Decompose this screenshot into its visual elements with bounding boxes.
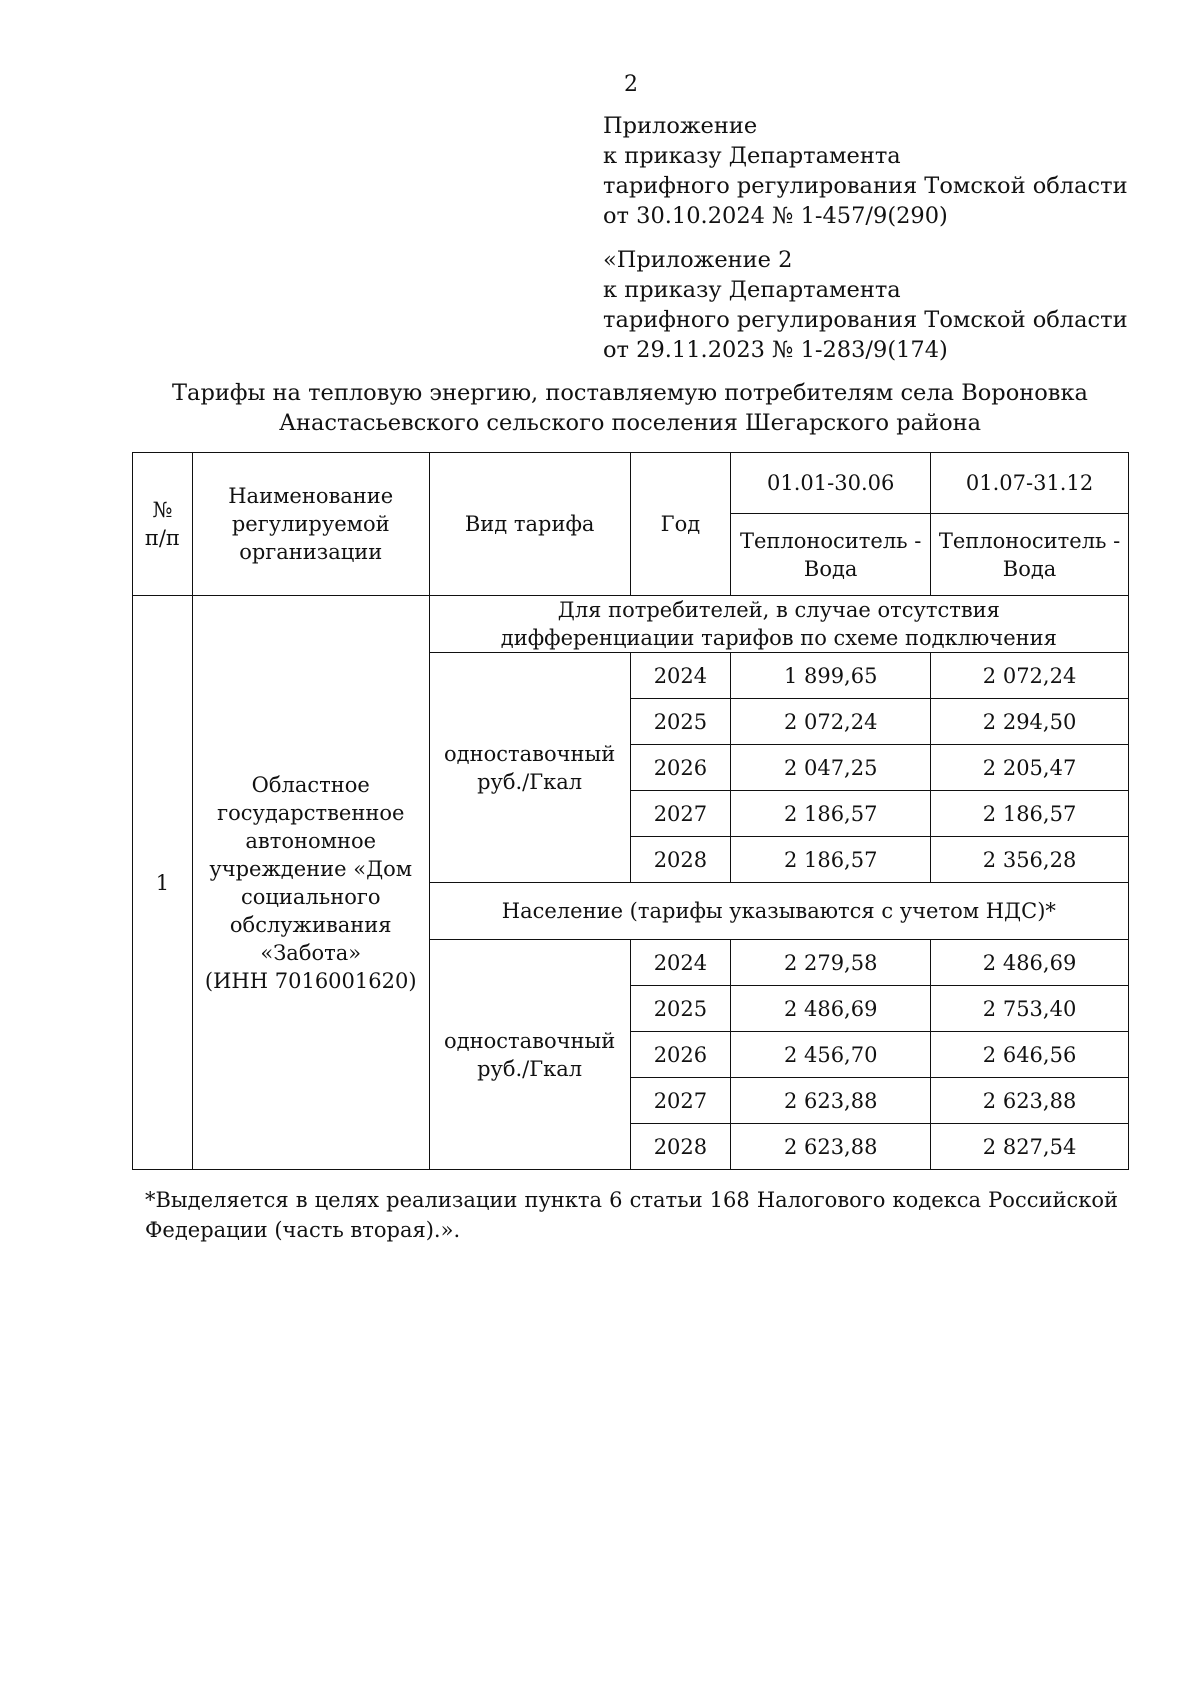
year-cell: 2025: [630, 699, 731, 745]
value-h2-cell: 2 356,28: [931, 837, 1129, 883]
organization-line: автономное: [245, 828, 377, 853]
organization-line: обслуживания: [229, 912, 392, 937]
header-num-line-2: п/п: [144, 526, 180, 550]
organization-line: учреждение «Дом: [209, 856, 413, 881]
value-h2-cell: 2 827,54: [931, 1124, 1129, 1170]
organization-line: социального: [241, 884, 381, 909]
value-h2-cell: 2 646,56: [931, 1032, 1129, 1078]
tariff-type-cell: [429, 653, 630, 883]
header-num: [133, 453, 193, 596]
value-h2-cell: 2 753,40: [931, 986, 1129, 1032]
value-h2-cell: 2 072,24: [931, 653, 1129, 699]
value-h1-cell: 2 279,58: [731, 940, 931, 986]
tariff-table: [132, 452, 1129, 1170]
footnote: *Выделяется в целях реализации пункта 6 статьи 168 Налогового кодекса Российской Федерации (часть вторая).».: [145, 1188, 1118, 1242]
organization-line: Областное: [251, 772, 370, 797]
year-cell: 2026: [630, 745, 731, 791]
header-num-line-1: №: [152, 498, 173, 522]
value-h1-cell: 2 456,70: [731, 1032, 931, 1078]
title-line-2: Анастасьевского сельского поселения Шегарского района: [278, 410, 982, 436]
year-cell: 2025: [630, 986, 731, 1032]
appendix-line: тарифного регулирования Томской области: [603, 173, 1128, 199]
value-h1-cell: 2 623,88: [731, 1078, 931, 1124]
header-tariff-type: Вид тарифа: [429, 453, 630, 596]
value-h1-cell: 2 186,57: [731, 837, 931, 883]
document-title: [130, 378, 1130, 438]
value-h1-cell: 2 623,88: [731, 1124, 931, 1170]
value-h2-cell: 2 186,57: [931, 791, 1129, 837]
value-h1-cell: 2 072,24: [731, 699, 931, 745]
organization-line: государственное: [217, 800, 405, 825]
value-h1-cell: 2 047,25: [731, 745, 931, 791]
year-cell: 2024: [630, 653, 731, 699]
value-h1-cell: 1 899,65: [731, 653, 931, 699]
page-number: 2: [624, 72, 638, 97]
year-cell: 2028: [630, 837, 731, 883]
tariff-type-unit: руб./Гкал: [477, 1056, 583, 1081]
year-cell: 2024: [630, 940, 731, 986]
section-heading: Для потребителей, в случае отсутствия дифференциации тарифов по схеме подключения: [429, 596, 1128, 653]
appendix-line: от 29.11.2023 № 1-283/9(174): [603, 337, 948, 363]
header-period-2: 01.07-31.12: [931, 453, 1129, 514]
tariff-type-line: одноставочный: [444, 741, 616, 766]
section-heading-row: [133, 596, 1129, 653]
year-cell: 2026: [630, 1032, 731, 1078]
organization-line: «Забота»: [260, 940, 362, 965]
year-cell: 2027: [630, 791, 731, 837]
header-row: [133, 453, 1129, 514]
appendix-line: Приложение: [603, 113, 758, 139]
value-h2-cell: 2 205,47: [931, 745, 1129, 791]
appendix-line: от 30.10.2024 № 1-457/9(290): [603, 203, 948, 229]
header-carrier-1: Теплоноситель - Вода: [731, 514, 931, 596]
section-heading: Население (тарифы указываются с учетом НДС)*: [429, 883, 1128, 940]
year-cell: 2027: [630, 1078, 731, 1124]
row-number: 1: [133, 596, 193, 1170]
value-h2-cell: 2 623,88: [931, 1078, 1129, 1124]
header-year: Год: [630, 453, 731, 596]
tariff-type-unit: руб./Гкал: [477, 769, 583, 794]
value-h2-cell: 2 294,50: [931, 699, 1129, 745]
header-period-1: 01.01-30.06: [731, 453, 931, 514]
organization-name: [192, 596, 429, 1170]
header-org-name: Наименование регулируемой организации: [192, 453, 429, 596]
tariff-type-line: одноставочный: [444, 1028, 616, 1053]
tariff-type-cell: [429, 940, 630, 1170]
header-carrier-2: Теплоноситель - Вода: [931, 514, 1129, 596]
value-h1-cell: 2 486,69: [731, 986, 931, 1032]
appendix-header-original: [603, 245, 1128, 365]
appendix-header-current: [603, 111, 1128, 231]
appendix-line: к приказу Департамента: [603, 143, 901, 169]
appendix-line: тарифного регулирования Томской области: [603, 307, 1128, 333]
organization-line: (ИНН 7016001620): [204, 968, 417, 993]
year-cell: 2028: [630, 1124, 731, 1170]
title-line-1: Тарифы на тепловую энергию, поставляемую потребителям села Вороновка: [172, 380, 1088, 406]
value-h1-cell: 2 186,57: [731, 791, 931, 837]
appendix-line: к приказу Департамента: [603, 277, 901, 303]
value-h2-cell: 2 486,69: [931, 940, 1129, 986]
appendix-line: «Приложение 2: [603, 247, 793, 273]
